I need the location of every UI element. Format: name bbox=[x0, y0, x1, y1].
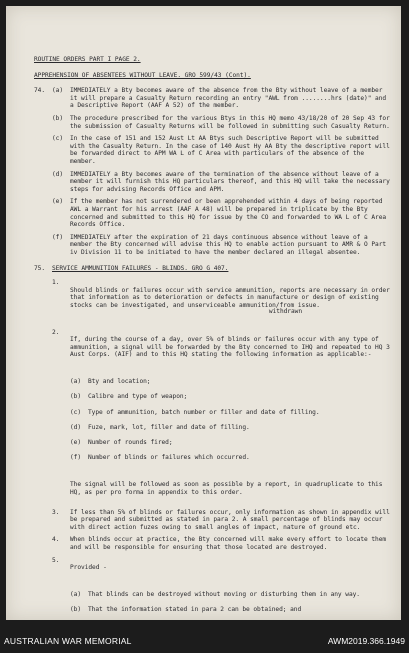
sub-item bbox=[52, 198, 392, 228]
sub-text: The procedure prescribed for the various Btys in this HQ memo 43/18/20 of 20 Sep 43 for the submission of Casualty Returns will be followed in submitting such Casualty Return. bbox=[70, 114, 390, 130]
list-item bbox=[70, 606, 392, 614]
document-text bbox=[34, 56, 392, 620]
list-text: Type of ammunition, batch number or filler and date of filling. bbox=[88, 408, 320, 416]
paragraph-1 bbox=[52, 279, 392, 324]
para-text: If less than 5% of blinds or failures occur, only information as shown in appendix will be prepared and submitted as stated in para 2. A small percentage of blinds may occur with direct action fuzes owing to small angles of impact, nature of ground etc. bbox=[70, 508, 390, 531]
sub-label: (c) bbox=[52, 135, 64, 143]
archive-name: AUSTRALIAN WAR MEMORIAL bbox=[4, 636, 132, 646]
paragraph-5 bbox=[52, 557, 392, 620]
sub-label: (f) bbox=[52, 233, 64, 241]
para-label: 1. bbox=[52, 279, 60, 287]
sub-item bbox=[52, 171, 392, 194]
paragraph-2 bbox=[52, 329, 392, 504]
sub-label: (a) bbox=[52, 87, 64, 95]
para-text: Provided - bbox=[70, 564, 107, 572]
list-item bbox=[70, 591, 392, 599]
list-item bbox=[70, 409, 392, 417]
sub-text: IMMEDIATELY a Bty becomes aware of the absence from the Bty without leave of a member it will prepare a Casualty Return recording an entry "AWL from ........hrs (date)" and a Descriptive Report (AAF A 52) of the member. bbox=[70, 87, 387, 110]
list-item bbox=[70, 378, 392, 386]
section-body bbox=[52, 87, 392, 261]
sub-text: In the case of 151 and 152 Aust Lt AA Btys such Descriptive Report will be submitted with the Casualty Return. In the case of 140 Aust Hy AA Bty the descriptive report will be forwarded direct to APM WA L of C Area with particulars of the absence of the member. bbox=[70, 135, 390, 165]
paragraph-3 bbox=[52, 509, 392, 532]
para-label: 5. bbox=[52, 556, 60, 564]
list-item bbox=[70, 439, 392, 447]
list-text: That blinds can be destroyed without moving or disturbing them in any way. bbox=[88, 591, 360, 599]
list-label: (d) bbox=[70, 423, 82, 431]
sub-item bbox=[52, 87, 392, 110]
list-text: Number of blinds or failures which occurred. bbox=[88, 454, 250, 462]
list-label: (f) bbox=[70, 454, 82, 462]
section-heading-apprehension: APPREHENSION OF ABSENTEES WITHOUT LEAVE. GRO 599/43 (Cont). bbox=[34, 71, 251, 79]
handwritten-correction: withdrawn bbox=[268, 308, 302, 316]
sub-text: IMMEDIATELY after the expiration of 21 days continuous absence without leave of a member the Bty concerned will advise this HQ to enable action pursuant to AMR & O Part iv Division 11 to be initiated to have the member declared an illegal absentee. bbox=[70, 233, 387, 256]
sub-item bbox=[52, 135, 392, 165]
para-text: If, during the course of a day, over 5% of blinds or failures occur with any type of ammunition, a signal will be forwarded by the Bty concerned to IHQ and repeated to HQ 3 Aust Corps. (AIF) and to this HQ stating the following information as applicable:- bbox=[70, 336, 390, 359]
list-label: (e) bbox=[70, 438, 82, 446]
info-list bbox=[70, 371, 392, 470]
para-label: 3. bbox=[52, 508, 60, 516]
sub-item bbox=[52, 115, 392, 130]
list-text: Fuze, mark, lot, filler and date of filling. bbox=[88, 423, 250, 431]
section-number: 75. bbox=[34, 265, 46, 273]
list-item bbox=[70, 393, 392, 401]
archive-reference: AWM2019.366.1949 bbox=[327, 636, 405, 646]
sub-label: (d) bbox=[52, 170, 64, 178]
para-text: When blinds occur at practice, the Bty concerned will make every effort to locate them and will be responsible for ensuring that those located are destroyed. bbox=[70, 536, 387, 552]
sub-label: (b) bbox=[52, 114, 64, 122]
sub-text: IMMEDIATELY a Bty becomes aware of the termination of the absence without leave of a member it will furnish this HQ particulars thereof, and this HQ will take the necessary steps for advising Records Office and APM. bbox=[70, 170, 390, 193]
section-title: SERVICE AMMUNITION FAILURES - BLINDS. GRO G 407. bbox=[52, 265, 229, 273]
list-label: (b) bbox=[70, 393, 82, 401]
sub-item bbox=[52, 234, 392, 257]
para-label: 4. bbox=[52, 536, 60, 544]
list-text: Bty and location; bbox=[88, 378, 151, 386]
list-text: That the information stated in para 2 can be obtained; and bbox=[88, 606, 302, 614]
list-label: (b) bbox=[70, 606, 82, 614]
section-74 bbox=[34, 87, 392, 261]
archive-footer bbox=[0, 622, 409, 653]
section-number: 74. bbox=[34, 87, 46, 95]
provided-list bbox=[70, 583, 392, 620]
list-label: (c) bbox=[70, 408, 82, 416]
sub-label: (e) bbox=[52, 198, 64, 206]
paragraph-4 bbox=[52, 536, 392, 551]
list-text: Calibre and type of weapon; bbox=[88, 393, 188, 401]
list-text: Number of rounds fired; bbox=[88, 438, 173, 446]
document-page bbox=[6, 6, 401, 620]
para-label: 2. bbox=[52, 328, 60, 336]
section-body bbox=[52, 265, 392, 620]
list-item bbox=[70, 454, 392, 462]
para-text: The signal will be followed as soon as possible by a report, in quadruplicate to this HQ, as per pro forma in appendix to this order. bbox=[70, 480, 383, 496]
page-title: ROUTINE ORDERS PART I PAGE 2. bbox=[34, 56, 141, 63]
para-text: Should blinds or failures occur with service ammunition, reports are necessary in order that information as to deterioration or defects in manufacture or design of existing stocks can be investigated, and unserviceable ammunition/from issue. bbox=[70, 286, 390, 309]
sub-text: If the member has not surrendered or been apprehended within 4 days of being reported AWL a Warrant for his arrest (AAF A 48) will be prepared in triplicate by the Bty concerned and submitted to this HQ for issue by the CO and forwarded to WA L of C Area Records Office. bbox=[70, 198, 387, 229]
list-label: (a) bbox=[70, 591, 82, 599]
list-item bbox=[70, 424, 392, 432]
list-label: (a) bbox=[70, 378, 82, 386]
section-75 bbox=[34, 265, 392, 620]
